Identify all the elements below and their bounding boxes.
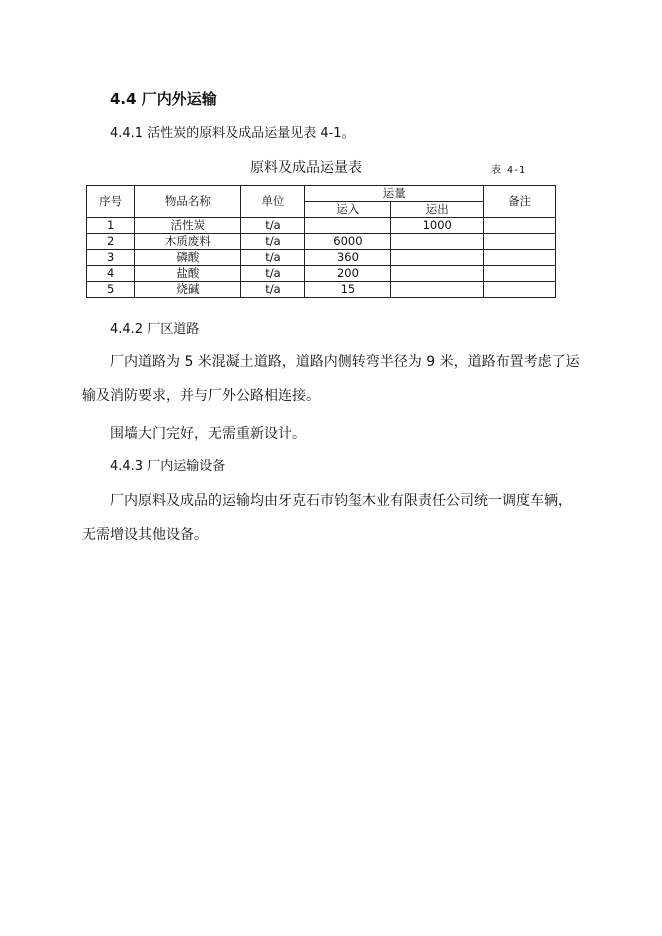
cell-in: 15 [305, 282, 391, 298]
header-volume-in: 运入 [305, 202, 391, 218]
cell-in: 6000 [305, 234, 391, 250]
table-row [87, 266, 556, 282]
paragraph-equipment: 厂内原料及成品的运输均由牙克石市钧玺木业有限责任公司统一调度车辆，无需增设其他设备。 [82, 493, 572, 543]
table-row [87, 218, 556, 234]
cell-out [391, 266, 484, 282]
header-remarks: 备注 [484, 186, 556, 218]
cell-index: 5 [87, 282, 135, 298]
transport-volume-table [86, 185, 556, 298]
cell-unit: t/a [241, 218, 305, 234]
subsection-transport-volume: 4.4.1 活性炭的原料及成品运量见表 4-1。 [110, 126, 355, 141]
cell-unit: t/a [241, 234, 305, 250]
cell-remarks [484, 266, 556, 282]
table-row [87, 282, 556, 298]
cell-in: 200 [305, 266, 391, 282]
cell-name: 磷酸 [135, 250, 241, 266]
table-number: 表 4-1 [491, 165, 526, 176]
cell-in: 360 [305, 250, 391, 266]
cell-unit: t/a [241, 250, 305, 266]
header-index: 序号 [87, 186, 135, 218]
cell-name: 盐酸 [135, 266, 241, 282]
subsection-transport-equipment: 4.4.3 厂内运输设备 [110, 459, 226, 474]
paragraph-road: 厂内道路为 5 米混凝土道路，道路内侧转弯半径为 9 米，道路布置考虑了运输及消防要求，并与厂外公路相连接。 [82, 354, 580, 404]
header-volume: 运量 [305, 186, 484, 202]
cell-remarks [484, 282, 556, 298]
cell-in [305, 218, 391, 234]
header-unit: 单位 [241, 186, 305, 218]
cell-unit: t/a [241, 282, 305, 298]
cell-index: 3 [87, 250, 135, 266]
cell-remarks [484, 250, 556, 266]
section-heading: 4.4 厂内外运输 [110, 90, 217, 108]
cell-out [391, 234, 484, 250]
cell-index: 2 [87, 234, 135, 250]
cell-out [391, 250, 484, 266]
subsection-factory-roads: 4.4.2 厂区道路 [110, 322, 200, 337]
cell-index: 1 [87, 218, 135, 234]
header-name: 物品名称 [135, 186, 241, 218]
cell-name: 木质废料 [135, 234, 241, 250]
cell-out: 1000 [391, 218, 484, 234]
cell-index: 4 [87, 266, 135, 282]
table-row [87, 250, 556, 266]
cell-remarks [484, 234, 556, 250]
header-volume-out: 运出 [391, 202, 484, 218]
table-title: 原料及成品运量表 [250, 160, 362, 176]
cell-name: 烧碱 [135, 282, 241, 298]
table-row [87, 234, 556, 250]
paragraph-wall: 围墙大门完好，无需重新设计。 [110, 426, 306, 442]
cell-unit: t/a [241, 266, 305, 282]
cell-name: 活性炭 [135, 218, 241, 234]
cell-out [391, 282, 484, 298]
cell-remarks [484, 218, 556, 234]
